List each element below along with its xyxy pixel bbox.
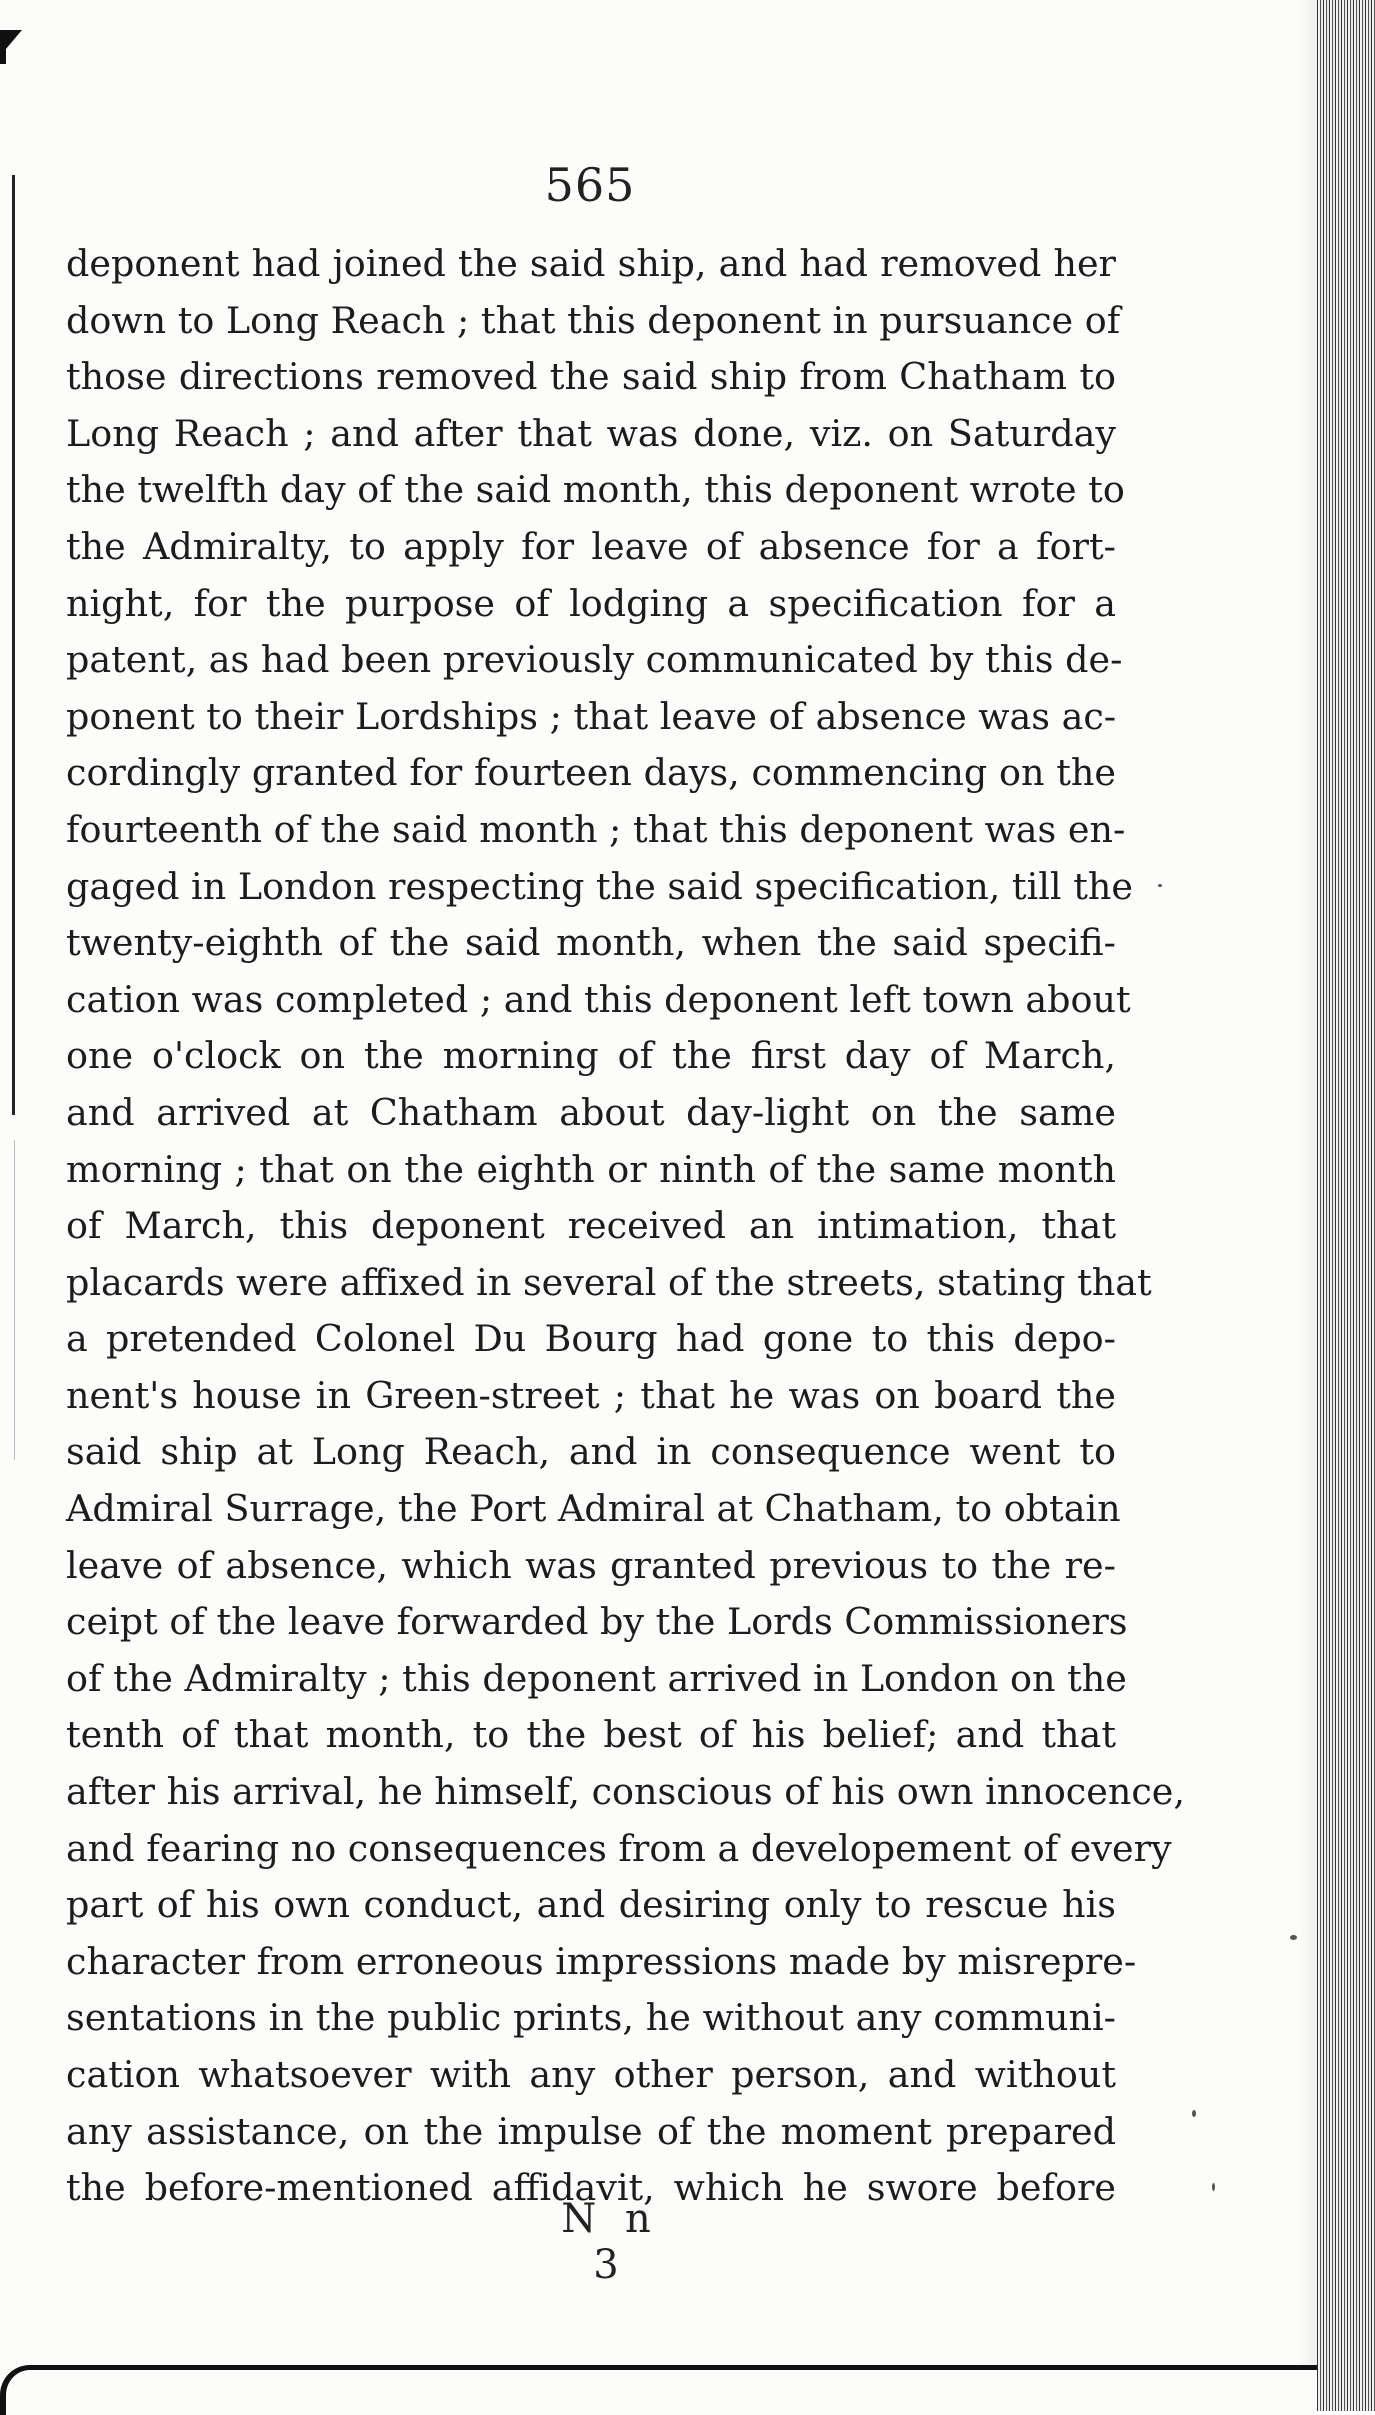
text-line: and arrived at Chatham about day-light on the same bbox=[66, 1090, 1116, 1134]
ink-speck bbox=[1212, 2183, 1215, 2191]
text-line: the before-mentioned affidavit, which he swore before bbox=[66, 2166, 1116, 2210]
text-line: patent, as had been previously communicated by this de- bbox=[66, 638, 1123, 682]
text-line: said ship at Long Reach, and in consequence went to bbox=[66, 1430, 1116, 1474]
ink-speck bbox=[1158, 884, 1162, 887]
text-line: night, for the purpose of lodging a specification for a bbox=[66, 581, 1116, 625]
text-line: the Admiralty, to apply for leave of absence for a fort- bbox=[66, 524, 1116, 568]
text-line: nent's house in Green-street ; that he was on board the bbox=[66, 1373, 1116, 1417]
text-line: those directions removed the said ship from Chatham to bbox=[66, 355, 1116, 399]
text-line: a pretended Colonel Du Bourg had gone to this depo- bbox=[66, 1317, 1116, 1361]
text-line: one o'clock on the morning of the first day of March, bbox=[66, 1034, 1116, 1078]
text-line: leave of absence, which was granted previous to the re- bbox=[66, 1543, 1116, 1587]
text-line: any assistance, on the impulse of the moment prepared bbox=[66, 2109, 1116, 2153]
text-line: deponent had joined the said ship, and had removed her bbox=[66, 242, 1116, 285]
signature-mark: N n 3 bbox=[561, 2196, 659, 2288]
text-line: tenth of that month, to the best of his belief; and that bbox=[66, 1713, 1116, 1757]
text-line: sentations in the public prints, he without any communi- bbox=[66, 1996, 1116, 2040]
page-bottom-edge bbox=[0, 2365, 1317, 2415]
left-margin-rule bbox=[12, 175, 15, 1115]
text-line: cation was completed ; and this deponent left town about bbox=[66, 977, 1131, 1021]
page-number: 565 bbox=[544, 158, 636, 212]
text-line: after his arrival, he himself, conscious of his own innocence, bbox=[66, 1770, 1185, 1814]
text-line: Admiral Surrage, the Port Admiral at Chatham, to obtain bbox=[66, 1487, 1121, 1531]
text-line: Long Reach ; and after that was done, viz. on Saturday bbox=[66, 411, 1116, 455]
text-line: ceipt of the leave forwarded by the Lords Commissioners bbox=[66, 1600, 1128, 1644]
text-line: cordingly granted for fourteen days, commencing on the bbox=[66, 751, 1116, 795]
text-line: twenty-eighth of the said month, when the said specifi- bbox=[66, 921, 1116, 965]
corner-mark bbox=[0, 30, 22, 56]
text-line: morning ; that on the eighth or ninth of the same month bbox=[66, 1147, 1116, 1191]
text-line: gaged in London respecting the said specification, till the bbox=[66, 864, 1133, 908]
text-line: placards were affixed in several of the streets, stating that bbox=[66, 1260, 1152, 1304]
text-line: the twelfth day of the said month, this deponent wrote to bbox=[66, 468, 1125, 512]
body-text bbox=[66, 236, 1185, 2217]
text-line: part of his own conduct, and desiring only to rescue his bbox=[66, 1883, 1116, 1927]
book-binding-edge bbox=[1317, 0, 1375, 2411]
text-line: of the Admiralty ; this deponent arrived in London on the bbox=[66, 1656, 1127, 1700]
text-line: fourteenth of the said month ; that this deponent was en- bbox=[66, 807, 1126, 851]
text-line: and fearing no consequences from a developement of every bbox=[66, 1826, 1172, 1870]
text-line: of March, this deponent received an intimation, that bbox=[66, 1204, 1116, 1248]
ink-speck bbox=[1192, 2110, 1196, 2117]
text-line: ponent to their Lordships ; that leave of absence was ac- bbox=[66, 694, 1117, 738]
ink-speck bbox=[1290, 1935, 1297, 1940]
text-line: cation whatsoever with any other person, and without bbox=[66, 2053, 1116, 2096]
left-margin-rule-faint bbox=[14, 1140, 15, 1460]
binding-shadow bbox=[1299, 0, 1317, 2411]
text-line: character from erroneous impressions made by misrepre- bbox=[66, 1939, 1137, 1983]
text-line: down to Long Reach ; that this deponent in pursuance of bbox=[66, 298, 1121, 342]
